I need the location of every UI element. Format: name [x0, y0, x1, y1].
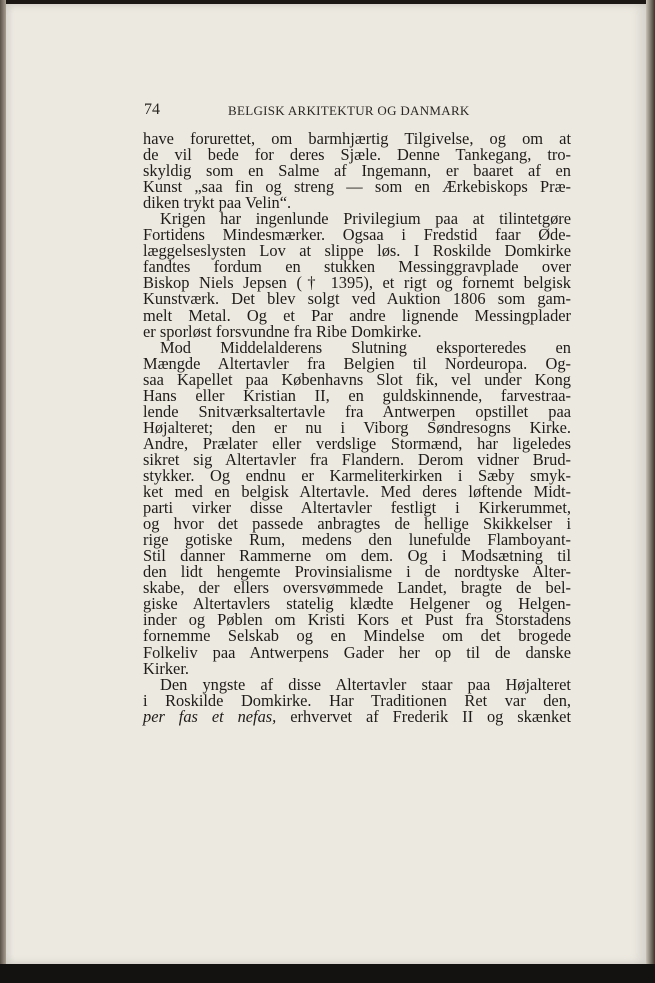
text-line: parti virker disse Altertavler festligt i Kirkerummet,	[143, 498, 571, 518]
text-line: Hans eller Kristian II, en guldskinnende, farvestraa-	[143, 385, 571, 405]
text-line: melt Metal. Og et Par andre lignende Messingplader	[143, 305, 571, 325]
page-header	[144, 101, 574, 125]
text-line: diken trykt paa Velin“.	[143, 193, 292, 213]
text-line: Den yngste af disse Altertavler staar paa Højalteret	[160, 674, 571, 694]
text-line: have forurettet, om barmhjærtig Tilgivelse, og om at	[143, 129, 571, 148]
text-line: saa Kapellet paa Københavns Slot fik, vel under Kong	[143, 369, 571, 389]
text-line: ket med en belgisk Altertavle. Med deres løftende Midt-	[143, 482, 571, 502]
line-text: erhvervet af Frederik II og skænket	[276, 706, 571, 726]
text-line: og hvor det passede anbragtes de hellige Skikkelser i	[143, 514, 571, 534]
italic-phrase: per fas et nefas,	[143, 706, 277, 726]
text-line: Biskop Niels Jepsen († 1395), et rigt og fornemt belgisk	[143, 273, 571, 293]
text-line: i Roskilde Domkirke. Har Traditionen Ret var den,	[143, 690, 571, 710]
text-line: inder og Pøblen om Kristi Kors et Pust fra Storstadens	[143, 610, 571, 630]
text-line: sikret sig Altertavler fra Flandern. Derom vidner Brud-	[143, 449, 571, 469]
page-bottom-edge	[0, 964, 655, 983]
text-line: Mod Middelalderens Slutning eksporteredes en	[160, 337, 571, 357]
text-line	[143, 706, 571, 726]
text-line: Højalteret; den er nu i Viborg Søndresogns Kirke.	[143, 417, 571, 437]
text-line: fornemme Selskab og en Mindelse om det brogede	[143, 626, 571, 646]
text-line: Stil danner Rammerne om dem. Og i Modsætning til	[143, 546, 571, 566]
running-title: BELGISK ARKITEKTUR OG DANMARK	[228, 103, 470, 118]
text-line: den lidt hengemte Provinsialisme i de nordtyske Alter-	[143, 562, 571, 582]
body-text	[143, 131, 571, 725]
text-line: rige gotiske Rum, medens den lunefulde Flamboyant-	[143, 530, 571, 550]
text-line: Andre, Prælater eller verdslige Stormænd, har ligeledes	[143, 433, 571, 453]
text-line: Fortidens Mindesmærker. Ogsaa i Fredstid faar Øde-	[143, 225, 571, 245]
text-line: giske Altertavlers statelig klædte Helgener og Helgen-	[143, 594, 571, 614]
text-line: Kunst „saa fin og streng — som en Ærkebiskops Præ-	[143, 177, 571, 197]
text-line: stykker. Og endnu er Karmeliterkirken i Sæby smyk-	[143, 465, 571, 485]
text-line: læggelseslysten Lov at slippe løs. I Roskilde Domkirke	[143, 241, 571, 261]
page-right-edge	[646, 0, 655, 983]
text-line: Kunstværk. Det blev solgt ved Auktion 1806 som gam-	[143, 289, 571, 309]
text-line: de vil bede for deres Sjæle. Denne Tankegang, tro-	[143, 145, 571, 165]
text-line: skabe, der ellers oversvømmede Landet, bragte de bel-	[143, 578, 571, 598]
page-number: 74	[144, 101, 160, 118]
text-line: Krigen har ingenlunde Privilegium paa at tilintetgøre	[160, 209, 571, 229]
text-line: fandtes fordum en stukken Messinggravplade over	[143, 257, 571, 277]
text-line: Folkeliv paa Antwerpens Gader her op til de danske	[143, 642, 571, 662]
text-line: lende Snitværksaltertavle fra Antwerpen opstillet paa	[143, 401, 571, 421]
text-line: skyldig som en Salme af Ingemann, er baaret af en	[143, 161, 571, 181]
text-line: Kirker.	[143, 658, 189, 678]
text-line: Mængde Altertavler fra Belgien til Nordeuropa. Og-	[143, 353, 571, 373]
text-line: er sporløst forsvundne fra Ribe Domkirke.	[143, 321, 422, 341]
